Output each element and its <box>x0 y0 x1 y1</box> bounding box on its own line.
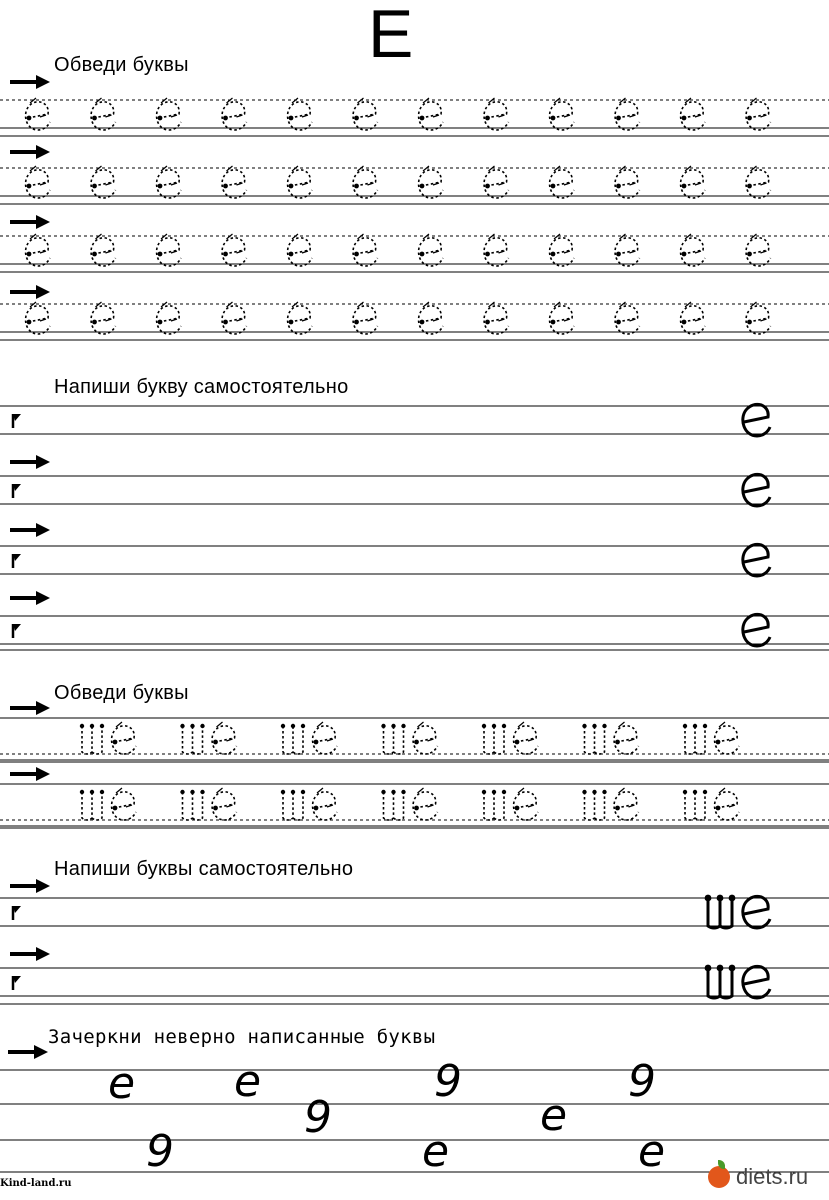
cross-out-glyph: e <box>108 1058 136 1109</box>
trace-letter-e <box>615 166 639 198</box>
arrow-right-icon <box>8 1045 48 1059</box>
trace-letters-she <box>381 724 405 754</box>
trace-letter-e <box>615 234 639 266</box>
heading-cross-out: Зачеркни неверно написанные буквы <box>48 1026 436 1048</box>
cross-out-glyph: 9 <box>146 1126 174 1177</box>
trace-letters-she <box>281 724 305 754</box>
trace-letter-e <box>112 722 136 754</box>
trace-letter-e <box>746 166 770 198</box>
trace-letters-she <box>381 790 405 820</box>
trace-letter-e <box>614 788 638 820</box>
trace-letter-e <box>484 234 508 266</box>
arrow-right-icon <box>10 215 50 229</box>
sample-letter-e <box>743 896 770 928</box>
trace-letter-e <box>91 302 115 334</box>
arrow-right-icon <box>10 879 50 893</box>
trace-letter-e <box>715 788 739 820</box>
start-flag-icon <box>13 554 21 568</box>
trace-letter-e <box>615 98 639 130</box>
trace-letters-she <box>80 790 104 820</box>
footer-source-left: Kind-land.ru <box>0 1178 72 1189</box>
heading-trace-letters-2: Обведи буквы <box>54 682 189 704</box>
trace-letter-e <box>715 722 739 754</box>
arrow-right-icon <box>10 591 50 605</box>
trace-letter-e <box>222 166 246 198</box>
sample-letter-she <box>708 900 732 928</box>
arrow-right-icon <box>10 455 50 469</box>
trace-letters-she <box>582 790 606 820</box>
cross-out-glyph: e <box>422 1126 450 1177</box>
sample-start-dot <box>717 895 724 902</box>
trace-letter-e <box>313 788 337 820</box>
trace-letter-e <box>614 722 638 754</box>
trace-letters-she <box>582 724 606 754</box>
trace-letter-e <box>615 302 639 334</box>
trace-letter-e <box>222 234 246 266</box>
trace-letter-e <box>26 302 50 334</box>
arrow-right-icon <box>10 75 50 89</box>
trace-letter-e <box>419 302 443 334</box>
trace-letter-e <box>222 98 246 130</box>
footer-source-right-text: diets.ru <box>736 1164 809 1189</box>
start-flag-icon <box>13 624 21 638</box>
trace-letter-e <box>212 722 236 754</box>
trace-letters-she <box>683 724 707 754</box>
footer-source-right <box>708 1160 808 1194</box>
arrow-right-icon <box>10 145 50 159</box>
start-flag-icon <box>13 484 21 498</box>
trace-letter-e <box>212 788 236 820</box>
sample-letter-she <box>708 970 732 998</box>
trace-letter-e <box>746 98 770 130</box>
arrow-right-icon <box>10 947 50 961</box>
trace-letter-e <box>313 722 337 754</box>
trace-letter-e <box>419 234 443 266</box>
cross-out-glyph: 9 <box>628 1056 656 1107</box>
trace-letter-e <box>288 166 312 198</box>
trace-letter-e <box>353 166 377 198</box>
sample-start-dot <box>717 965 724 972</box>
trace-letter-e <box>484 98 508 130</box>
cross-out-glyph: e <box>540 1090 568 1141</box>
trace-letters-she <box>180 724 204 754</box>
cross-out-glyph: e <box>234 1056 262 1107</box>
trace-letter-e <box>112 788 136 820</box>
heading-write-letter: Напиши букву самостоятельно <box>54 376 349 398</box>
start-flag-icon <box>13 906 21 920</box>
trace-letters-she <box>482 790 506 820</box>
trace-letter-e <box>91 166 115 198</box>
sample-letter-e <box>743 474 770 506</box>
sample-start-dot <box>705 895 712 902</box>
trace-letter-e <box>288 302 312 334</box>
sample-start-dot <box>729 895 736 902</box>
cross-out-glyph: 9 <box>434 1056 462 1107</box>
arrow-right-icon <box>10 523 50 537</box>
trace-letter-e <box>681 166 705 198</box>
trace-letter-e <box>413 722 437 754</box>
trace-letter-e <box>681 302 705 334</box>
arrow-right-icon <box>10 767 50 781</box>
trace-letter-e <box>550 98 574 130</box>
sample-letter-e <box>743 544 770 576</box>
arrow-right-icon <box>10 701 50 715</box>
trace-letter-e <box>550 234 574 266</box>
trace-letter-e <box>681 234 705 266</box>
trace-letter-e <box>413 788 437 820</box>
trace-letter-e <box>288 234 312 266</box>
trace-letters-she <box>180 790 204 820</box>
trace-letter-e <box>484 302 508 334</box>
start-flag-icon <box>13 976 21 990</box>
arrow-right-icon <box>10 285 50 299</box>
trace-letter-e <box>746 302 770 334</box>
trace-letter-e <box>746 234 770 266</box>
trace-letter-e <box>484 166 508 198</box>
trace-letters-she <box>80 724 104 754</box>
sample-start-dot <box>705 965 712 972</box>
trace-letter-e <box>26 166 50 198</box>
trace-letters-she <box>683 790 707 820</box>
trace-letter-e <box>550 166 574 198</box>
sample-letter-e <box>743 404 770 436</box>
trace-letter-e <box>681 98 705 130</box>
trace-letter-e <box>514 722 538 754</box>
trace-letter-e <box>26 98 50 130</box>
trace-letters-she <box>281 790 305 820</box>
trace-letter-e <box>157 302 181 334</box>
trace-letter-e <box>419 98 443 130</box>
sample-letter-e <box>743 966 770 998</box>
trace-letter-e <box>353 98 377 130</box>
trace-letter-e <box>419 166 443 198</box>
page-title: Е <box>368 0 414 72</box>
cross-out-glyph: 9 <box>304 1092 332 1143</box>
trace-letters-she <box>482 724 506 754</box>
trace-letter-e <box>550 302 574 334</box>
trace-letter-e <box>514 788 538 820</box>
apple-logo-icon <box>708 1166 730 1188</box>
trace-letter-e <box>222 302 246 334</box>
sample-letter-e <box>743 614 770 646</box>
heading-trace-letters: Обведи буквы <box>54 54 189 76</box>
trace-letter-e <box>26 234 50 266</box>
trace-letter-e <box>157 166 181 198</box>
cross-out-glyph: e <box>638 1126 666 1177</box>
trace-letter-e <box>91 234 115 266</box>
sample-start-dot <box>729 965 736 972</box>
trace-letter-e <box>91 98 115 130</box>
start-flag-icon <box>13 414 21 428</box>
heading-write-letters: Напиши буквы самостоятельно <box>54 858 354 880</box>
trace-letter-e <box>157 234 181 266</box>
trace-letter-e <box>157 98 181 130</box>
trace-letter-e <box>353 302 377 334</box>
trace-letter-e <box>288 98 312 130</box>
trace-letter-e <box>353 234 377 266</box>
